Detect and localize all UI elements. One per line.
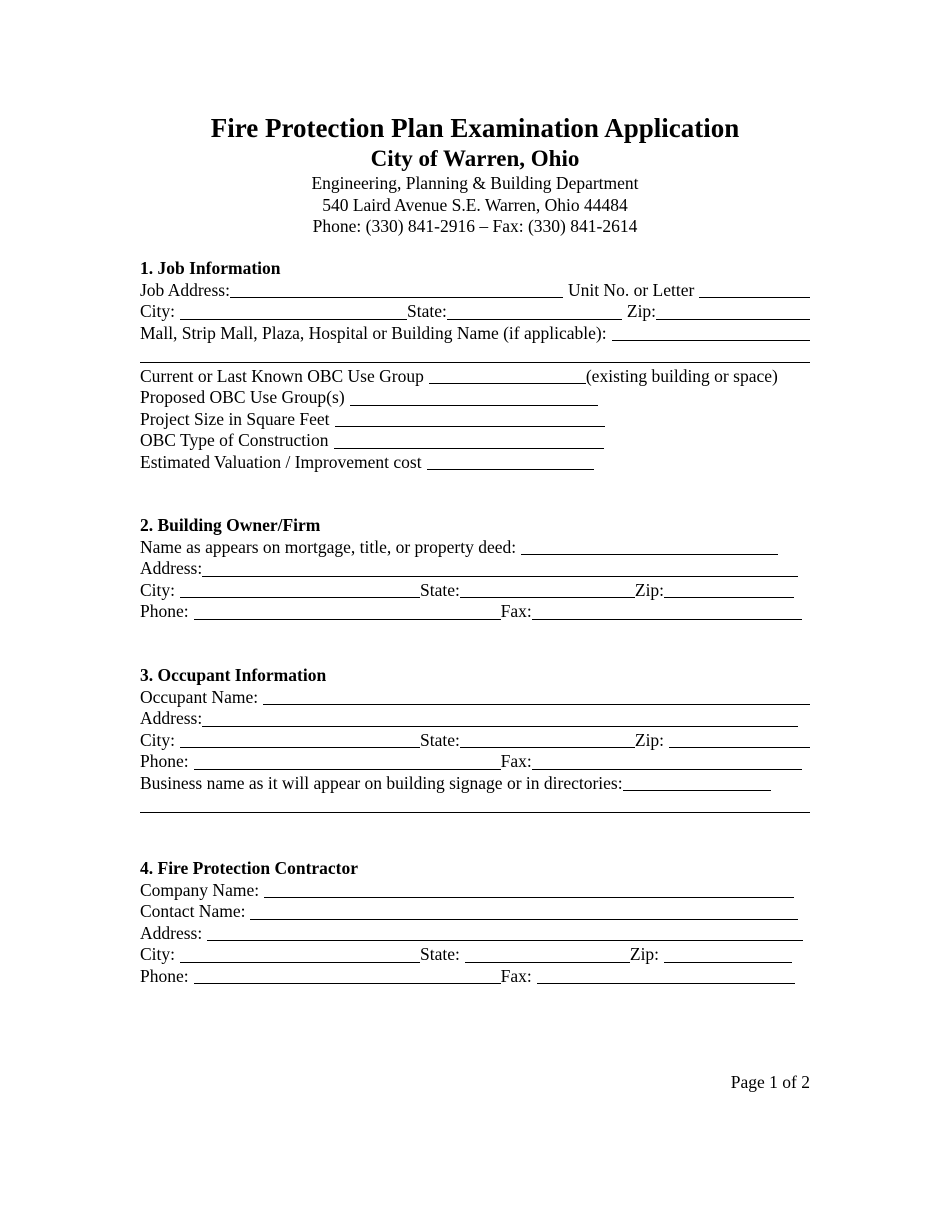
department-name: Engineering, Planning & Building Department bbox=[311, 173, 639, 193]
owner-address-label: Address: bbox=[140, 558, 203, 578]
section-heading: 1. Job Information bbox=[140, 258, 281, 278]
valuation-label: Estimated Valuation / Improvement cost bbox=[140, 451, 422, 472]
contractor-phone-field[interactable] bbox=[194, 968, 501, 984]
occupant-phone-field[interactable] bbox=[194, 754, 501, 770]
occupant-phone-label: Phone: bbox=[140, 751, 189, 771]
occupant-zip-field[interactable] bbox=[669, 732, 810, 748]
contractor-address-field[interactable] bbox=[207, 925, 803, 941]
owner-fax-field[interactable] bbox=[532, 604, 802, 620]
occupant-zip-label: Zip: bbox=[634, 729, 665, 750]
form-title: Fire Protection Plan Examination Application bbox=[210, 113, 740, 143]
section-building-owner bbox=[140, 515, 810, 623]
occupant-address-field[interactable] bbox=[202, 711, 798, 727]
city-field[interactable] bbox=[180, 304, 407, 320]
occupant-state-label: State: bbox=[420, 729, 460, 750]
unit-field[interactable] bbox=[699, 282, 810, 298]
state-label: State: bbox=[407, 301, 447, 321]
contractor-phone-label: Phone: bbox=[140, 965, 189, 986]
proposed-use-group-label: Proposed OBC Use Group(s) bbox=[140, 387, 345, 407]
job-address-field[interactable] bbox=[230, 282, 563, 298]
contractor-address-label: Address: bbox=[140, 922, 203, 943]
zip-field[interactable] bbox=[656, 304, 810, 320]
proposed-use-group-field[interactable] bbox=[350, 390, 598, 406]
owner-fax-label: Fax: bbox=[500, 601, 532, 621]
contractor-zip-label: Zip: bbox=[629, 944, 660, 964]
unit-label: Unit No. or Letter bbox=[567, 279, 695, 300]
owner-city-label: City: bbox=[140, 579, 176, 600]
section-occupant-information bbox=[140, 665, 810, 816]
occupant-fax-label: Fax: bbox=[500, 751, 532, 771]
business-name-continuation-field[interactable] bbox=[140, 797, 810, 813]
section-job-information bbox=[140, 258, 810, 473]
contact-name-field[interactable] bbox=[250, 904, 798, 920]
contractor-city-field[interactable] bbox=[180, 947, 420, 963]
occupant-city-label: City: bbox=[140, 729, 176, 750]
occupant-state-field[interactable] bbox=[460, 732, 635, 748]
section-heading: 3. Occupant Information bbox=[140, 665, 327, 685]
owner-name-field[interactable] bbox=[521, 539, 778, 555]
owner-phone-label: Phone: bbox=[140, 601, 189, 621]
valuation-field[interactable] bbox=[427, 454, 594, 470]
building-name-field[interactable] bbox=[612, 325, 810, 341]
department-address: 540 Laird Avenue S.E. Warren, Ohio 44484 bbox=[322, 195, 628, 215]
contractor-state-label: State: bbox=[420, 944, 460, 964]
contractor-city-label: City: bbox=[140, 944, 176, 964]
contact-name-label: Contact Name: bbox=[140, 901, 246, 921]
building-name-continuation-field[interactable] bbox=[140, 347, 810, 363]
owner-zip-label: Zip: bbox=[634, 579, 665, 600]
occupant-fax-field[interactable] bbox=[532, 754, 802, 770]
occupant-city-field[interactable] bbox=[180, 732, 420, 748]
construction-type-field[interactable] bbox=[334, 433, 604, 449]
occupant-name-label: Occupant Name: bbox=[140, 686, 259, 707]
current-use-group-label: Current or Last Known OBC Use Group bbox=[140, 365, 424, 386]
contractor-zip-field[interactable] bbox=[664, 947, 792, 963]
section-heading: 2. Building Owner/Firm bbox=[140, 515, 321, 535]
contractor-fax-label: Fax: bbox=[500, 965, 532, 986]
section-fire-protection-contractor bbox=[140, 858, 810, 987]
owner-address-field[interactable] bbox=[202, 561, 798, 577]
owner-phone-field[interactable] bbox=[194, 604, 501, 620]
business-name-label: Business name as it will appear on building signage or in directories: bbox=[140, 772, 623, 793]
owner-name-label: Name as appears on mortgage, title, or property deed: bbox=[140, 536, 517, 557]
job-address-label: Job Address: bbox=[140, 279, 230, 300]
existing-note: (existing building or space) bbox=[585, 365, 778, 386]
state-field[interactable] bbox=[447, 304, 622, 320]
city-subtitle: City of Warren, Ohio bbox=[370, 146, 580, 171]
owner-zip-field[interactable] bbox=[664, 582, 794, 598]
department-contact: Phone: (330) 841-2916 – Fax: (330) 841-2614 bbox=[312, 216, 638, 236]
section-heading: 4. Fire Protection Contractor bbox=[140, 858, 359, 878]
building-name-label: Mall, Strip Mall, Plaza, Hospital or Building Name (if applicable): bbox=[140, 322, 607, 343]
project-size-field[interactable] bbox=[335, 411, 605, 427]
contractor-state-field[interactable] bbox=[465, 947, 630, 963]
current-use-group-field[interactable] bbox=[429, 368, 586, 384]
occupant-name-field[interactable] bbox=[263, 689, 810, 705]
construction-type-label: OBC Type of Construction bbox=[140, 430, 329, 450]
owner-state-field[interactable] bbox=[460, 582, 635, 598]
owner-state-label: State: bbox=[420, 579, 460, 600]
company-name-field[interactable] bbox=[264, 882, 794, 898]
business-name-field[interactable] bbox=[623, 775, 771, 791]
owner-city-field[interactable] bbox=[180, 582, 420, 598]
company-name-label: Company Name: bbox=[140, 879, 260, 900]
page-number: Page 1 of 2 bbox=[730, 1072, 810, 1092]
city-label: City: bbox=[140, 301, 176, 321]
contractor-fax-field[interactable] bbox=[537, 968, 795, 984]
project-size-label: Project Size in Square Feet bbox=[140, 408, 330, 429]
zip-label: Zip: bbox=[626, 301, 657, 321]
occupant-address-label: Address: bbox=[140, 708, 203, 728]
